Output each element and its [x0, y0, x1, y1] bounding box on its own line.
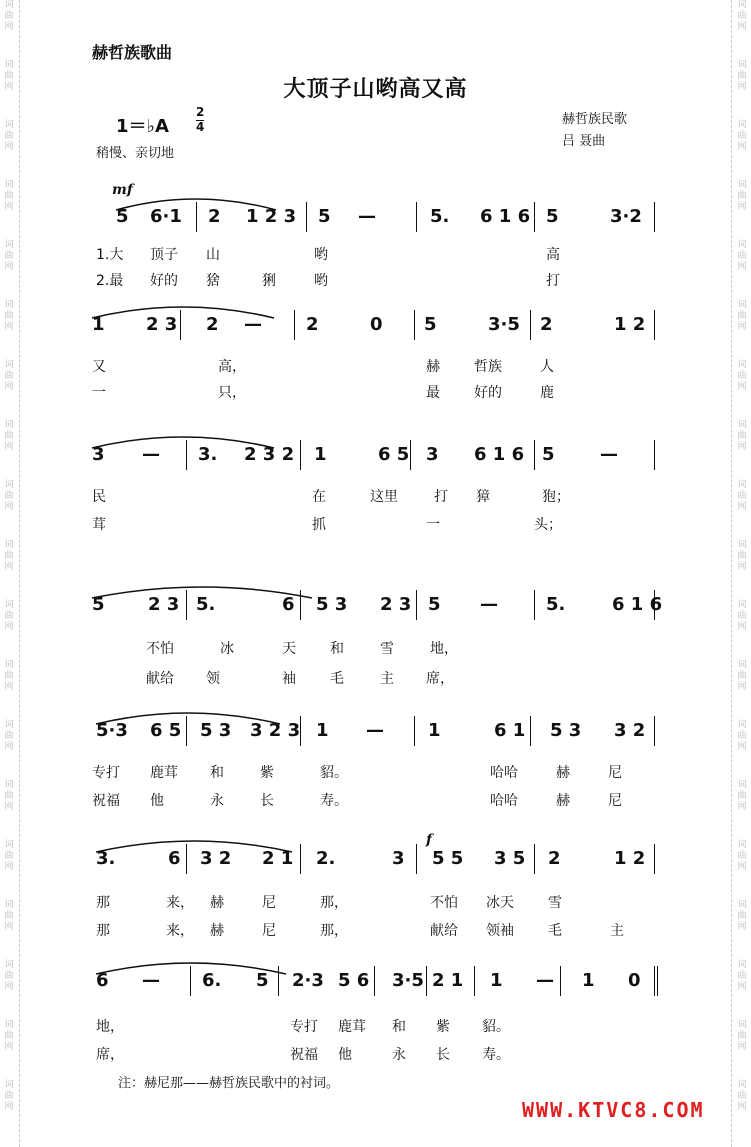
slur-arc	[96, 841, 292, 852]
lyric-syllable: 和	[210, 765, 224, 781]
note-group: 3	[92, 444, 105, 465]
note-group: 2 3	[380, 594, 412, 615]
lyric-syllable: 獐	[476, 489, 490, 505]
lyric-syllable: 紫	[260, 765, 274, 781]
time-signature	[196, 106, 204, 134]
lyric-syllable: 这里	[370, 489, 398, 505]
note-group: 5	[256, 970, 269, 991]
watermark-glyph: 词 曲 网	[4, 960, 14, 992]
lyric-syllable: 永	[210, 793, 224, 809]
note-group: 5 3	[200, 720, 232, 741]
note-group: 2 3	[146, 314, 178, 335]
note-group: 3	[392, 848, 405, 869]
lyric-syllable: 寿。	[482, 1047, 510, 1063]
lyric-syllable: 冰	[220, 641, 234, 657]
lyric-syllable: 尼	[262, 923, 276, 939]
lyric-syllable: 专打	[290, 1019, 318, 1035]
lyric-syllable: 雪	[380, 641, 394, 657]
lyric-syllable: 那，	[320, 895, 348, 911]
note-group: 3 2 3	[250, 720, 301, 741]
watermark-glyph: 词 曲 网	[4, 180, 14, 212]
slur-marks	[0, 280, 751, 340]
slur-marks	[0, 410, 751, 470]
lyric-syllable: 长	[260, 793, 274, 809]
note-group: 6	[96, 970, 109, 991]
watermark-glyph: 词 曲 网	[737, 120, 747, 152]
note-group: 0	[370, 314, 383, 335]
lyric-syllable: 他	[338, 1047, 352, 1063]
lyric-syllable: 人	[540, 359, 554, 375]
lyric-syllable: 献给	[146, 671, 174, 687]
site-logo: WWW.KTVC8.COM	[522, 1098, 705, 1122]
note-group: 5	[546, 206, 559, 227]
lyric-syllable: 席，	[426, 671, 454, 687]
lyric-syllable: 一	[426, 517, 440, 533]
lyric-syllable: 赫	[210, 923, 224, 939]
lyric-syllable: 祝福	[92, 793, 120, 809]
lyric-syllable: 不怕	[430, 895, 458, 911]
lyric-syllable: 猁	[262, 273, 276, 289]
note-group: 5	[428, 594, 441, 615]
watermark-glyph: 词 曲 网	[737, 840, 747, 872]
note-group: —	[480, 594, 498, 615]
watermark-glyph: 词 曲 网	[737, 180, 747, 212]
lyric-syllable: 最	[426, 385, 440, 401]
lyric-syllable: 那	[96, 923, 110, 939]
watermark-glyph: 词 曲 网	[737, 960, 747, 992]
lyric-syllable: 席，	[96, 1047, 124, 1063]
note-group: 5	[92, 594, 105, 615]
lyric-syllable: 领	[206, 671, 220, 687]
note-group: 6 1 6	[480, 206, 531, 227]
note-group: 1	[314, 444, 327, 465]
lyric-syllable: 和	[392, 1019, 406, 1035]
lyric-syllable: 献给	[430, 923, 458, 939]
lyric-syllable: 主	[610, 923, 624, 939]
watermark-glyph: 词 曲 网	[737, 360, 747, 392]
note-group: 6 1 6	[474, 444, 525, 465]
note-group: 3·5	[392, 970, 424, 991]
watermark-glyph: 词 曲 网	[4, 540, 14, 572]
lyric-syllable: 那，	[320, 923, 348, 939]
lyric-syllable: 一	[92, 385, 106, 401]
watermark-glyph: 词 曲 网	[737, 780, 747, 812]
lyric-syllable: 赫	[556, 765, 570, 781]
note-group: 2.	[316, 848, 336, 869]
note-group: 3 5	[494, 848, 526, 869]
slur-arc	[96, 713, 280, 724]
watermark-glyph: 词 曲 网	[4, 600, 14, 632]
lyric-syllable: 地，	[430, 641, 458, 657]
lyric-syllable: 毛	[548, 923, 562, 939]
note-group: 6	[168, 848, 181, 869]
lyric-syllable: 哟	[314, 273, 328, 289]
note-group: 2 3	[148, 594, 180, 615]
lyric-syllable: 在	[312, 489, 326, 505]
lyric-syllable: 来，	[166, 923, 194, 939]
slur-arc	[116, 199, 276, 210]
lyric-syllable: 冰天	[486, 895, 514, 911]
lyric-syllable: 赫	[426, 359, 440, 375]
note-group: 3.	[198, 444, 218, 465]
watermark-glyph: 词 曲 网	[737, 900, 747, 932]
lyric-syllable: 抓	[312, 517, 326, 533]
footnote: 注：赫尼那——赫哲族民歌中的衬词。	[118, 1076, 340, 1091]
lyric-syllable: 他	[150, 793, 164, 809]
watermark-glyph: 词 曲 网	[4, 300, 14, 332]
lyric-syllable: 茸	[92, 517, 106, 533]
slur-marks	[0, 172, 751, 232]
lyric-syllable: 貂。	[482, 1019, 510, 1035]
lyric-syllable: 高，	[218, 359, 246, 375]
lyric-syllable: 打	[434, 489, 448, 505]
lyrics-credit: 赫哲族民歌	[562, 112, 628, 127]
dynamic-f: f	[426, 832, 433, 848]
note-group: —	[244, 314, 262, 335]
note-group: 1 2	[614, 314, 646, 335]
lyric-syllable: 头；	[534, 517, 562, 533]
lyric-syllable: 永	[392, 1047, 406, 1063]
watermark-glyph: 词 曲 网	[737, 1020, 747, 1052]
lyric-syllable: 1.大	[96, 247, 124, 263]
slur-marks	[0, 686, 751, 746]
note-group: 5 3	[316, 594, 348, 615]
lyric-syllable: 雪	[548, 895, 562, 911]
note-group: —	[536, 970, 554, 991]
lyric-syllable: 哈哈	[490, 793, 518, 809]
slur-arc	[92, 307, 274, 318]
watermark-glyph: 词 曲 网	[4, 240, 14, 272]
lyric-syllable: 主	[380, 671, 394, 687]
watermark-glyph: 词 曲 网	[737, 540, 747, 572]
lyric-syllable: 毛	[330, 671, 344, 687]
lyric-syllable: 狍；	[542, 489, 570, 505]
note-group: 1	[92, 314, 105, 335]
note-group: 0	[628, 970, 641, 991]
tempo-marking: 稍慢、亲切地	[96, 146, 175, 161]
watermark-glyph: 词 曲 网	[4, 1020, 14, 1052]
slur-arc	[92, 587, 312, 598]
note-group: 2	[208, 206, 221, 227]
watermark-glyph: 词 曲 网	[4, 60, 14, 92]
slur-arc	[96, 963, 286, 974]
lyric-syllable: 那	[96, 895, 110, 911]
watermark-glyph: 词 曲 网	[737, 60, 747, 92]
watermark-glyph: 词 曲 网	[4, 1080, 14, 1112]
lyric-syllable: 民	[92, 489, 106, 505]
key-signature: 1＝♭A	[116, 116, 169, 137]
note-group: —	[142, 444, 160, 465]
watermark-glyph: 词 曲 网	[4, 0, 14, 32]
note-group: 1	[582, 970, 595, 991]
lyric-syllable: 寿。	[320, 793, 348, 809]
lyric-syllable: 山	[206, 247, 220, 263]
lyric-syllable: 顶子	[150, 247, 178, 263]
watermark-glyph: 词 曲 网	[737, 660, 747, 692]
lyric-syllable: 来，	[166, 895, 194, 911]
note-group: 2	[306, 314, 319, 335]
lyric-syllable: 只，	[218, 385, 246, 401]
note-group: 6·1	[150, 206, 182, 227]
meter-denominator: 4	[196, 120, 205, 134]
watermark-glyph: 词 曲 网	[4, 720, 14, 752]
dynamic-mf: mf	[112, 182, 133, 198]
lyric-syllable: 哟	[314, 247, 328, 263]
note-group: 6 1 6	[612, 594, 663, 615]
note-group: 2	[540, 314, 553, 335]
note-group: —	[142, 970, 160, 991]
watermark-glyph: 词 曲 网	[737, 1080, 747, 1112]
slur-marks	[0, 814, 751, 874]
lyric-syllable: 哈哈	[490, 765, 518, 781]
lyric-syllable: 地，	[96, 1019, 124, 1035]
watermark-glyph: 词 曲 网	[737, 720, 747, 752]
lyric-syllable: 貂。	[320, 765, 348, 781]
note-group: 5 5	[432, 848, 464, 869]
lyric-syllable: 尼	[608, 793, 622, 809]
slur-arc	[92, 437, 274, 448]
lyric-syllable: 尼	[608, 765, 622, 781]
watermark-glyph: 词 曲 网	[737, 420, 747, 452]
note-group: 2 1	[432, 970, 464, 991]
lyric-syllable: 打	[546, 273, 560, 289]
note-group: 5	[116, 206, 129, 227]
lyric-syllable: 天	[282, 641, 296, 657]
note-group: 6 5	[378, 444, 410, 465]
watermark-glyph: 词 曲 网	[4, 900, 14, 932]
note-group: —	[366, 720, 384, 741]
note-group: 3 2	[614, 720, 646, 741]
note-group: —	[600, 444, 618, 465]
note-group: 6.	[202, 970, 222, 991]
note-group: 5 6	[338, 970, 370, 991]
lyric-syllable: 不怕	[146, 641, 174, 657]
note-group: 3·5	[488, 314, 520, 335]
lyric-syllable: 猞	[206, 273, 220, 289]
note-group: 3.	[96, 848, 116, 869]
lyric-syllable: 鹿茸	[150, 765, 178, 781]
watermark-glyph: 词 曲 网	[4, 420, 14, 452]
lyric-syllable: 祝福	[290, 1047, 318, 1063]
song-title: 大顶子山哟高又高	[283, 77, 468, 102]
slur-marks	[0, 560, 751, 620]
meter-numerator: 2	[196, 105, 205, 119]
lyric-syllable: 又	[92, 359, 106, 375]
song-category: 赫哲族歌曲	[92, 43, 173, 62]
note-group: 5 3	[550, 720, 582, 741]
note-group: 5	[424, 314, 437, 335]
note-group: 3 2	[200, 848, 232, 869]
note-group: 2 1	[262, 848, 294, 869]
watermark-glyph: 词 曲 网	[737, 300, 747, 332]
lyric-syllable: 好的	[150, 273, 178, 289]
watermark-glyph: 词 曲 网	[737, 240, 747, 272]
note-group: 1 2	[614, 848, 646, 869]
note-group: 6	[282, 594, 295, 615]
lyric-syllable: 好的	[474, 385, 502, 401]
lyric-syllable: 紫	[436, 1019, 450, 1035]
lyric-syllable: 鹿	[540, 385, 554, 401]
note-group: —	[358, 206, 376, 227]
note-group: 1	[428, 720, 441, 741]
watermark-glyph: 词 曲 网	[737, 480, 747, 512]
note-group: 6 1	[494, 720, 526, 741]
note-group: 1	[316, 720, 329, 741]
note-group: 5	[318, 206, 331, 227]
note-group: 5·3	[96, 720, 128, 741]
watermark-glyph: 词 曲 网	[4, 480, 14, 512]
note-group: 2·3	[292, 970, 324, 991]
lyric-syllable: 领袖	[486, 923, 514, 939]
lyric-syllable: 2.最	[96, 273, 124, 289]
note-group: 3	[426, 444, 439, 465]
lyric-syllable: 长	[436, 1047, 450, 1063]
lyric-syllable: 高	[546, 247, 560, 263]
watermark-glyph: 词 曲 网	[737, 600, 747, 632]
watermark-glyph: 词 曲 网	[737, 0, 747, 32]
note-group: 5.	[430, 206, 450, 227]
watermark-glyph: 词 曲 网	[4, 660, 14, 692]
watermark-glyph: 词 曲 网	[4, 120, 14, 152]
lyric-syllable: 赫	[556, 793, 570, 809]
lyric-syllable: 鹿茸	[338, 1019, 366, 1035]
note-group: 5	[542, 444, 555, 465]
lyric-syllable: 和	[330, 641, 344, 657]
lyric-syllable: 袖	[282, 671, 296, 687]
lyric-syllable: 尼	[262, 895, 276, 911]
watermark-glyph: 词 曲 网	[4, 780, 14, 812]
watermark-glyph: 词 曲 网	[4, 840, 14, 872]
lyric-syllable: 哲族	[474, 359, 502, 375]
note-group: 3·2	[610, 206, 642, 227]
note-group: 1	[490, 970, 503, 991]
note-group: 2	[548, 848, 561, 869]
slur-marks	[0, 936, 751, 996]
lyric-syllable: 赫	[210, 895, 224, 911]
note-group: 2	[206, 314, 219, 335]
note-group: 1 2 3	[246, 206, 297, 227]
music-credit: 吕 聂曲	[562, 134, 606, 149]
lyric-syllable: 专打	[92, 765, 120, 781]
note-group: 6 5	[150, 720, 182, 741]
note-group: 5.	[196, 594, 216, 615]
note-group: 5.	[546, 594, 566, 615]
watermark-glyph: 词 曲 网	[4, 360, 14, 392]
note-group: 2 3 2	[244, 444, 295, 465]
